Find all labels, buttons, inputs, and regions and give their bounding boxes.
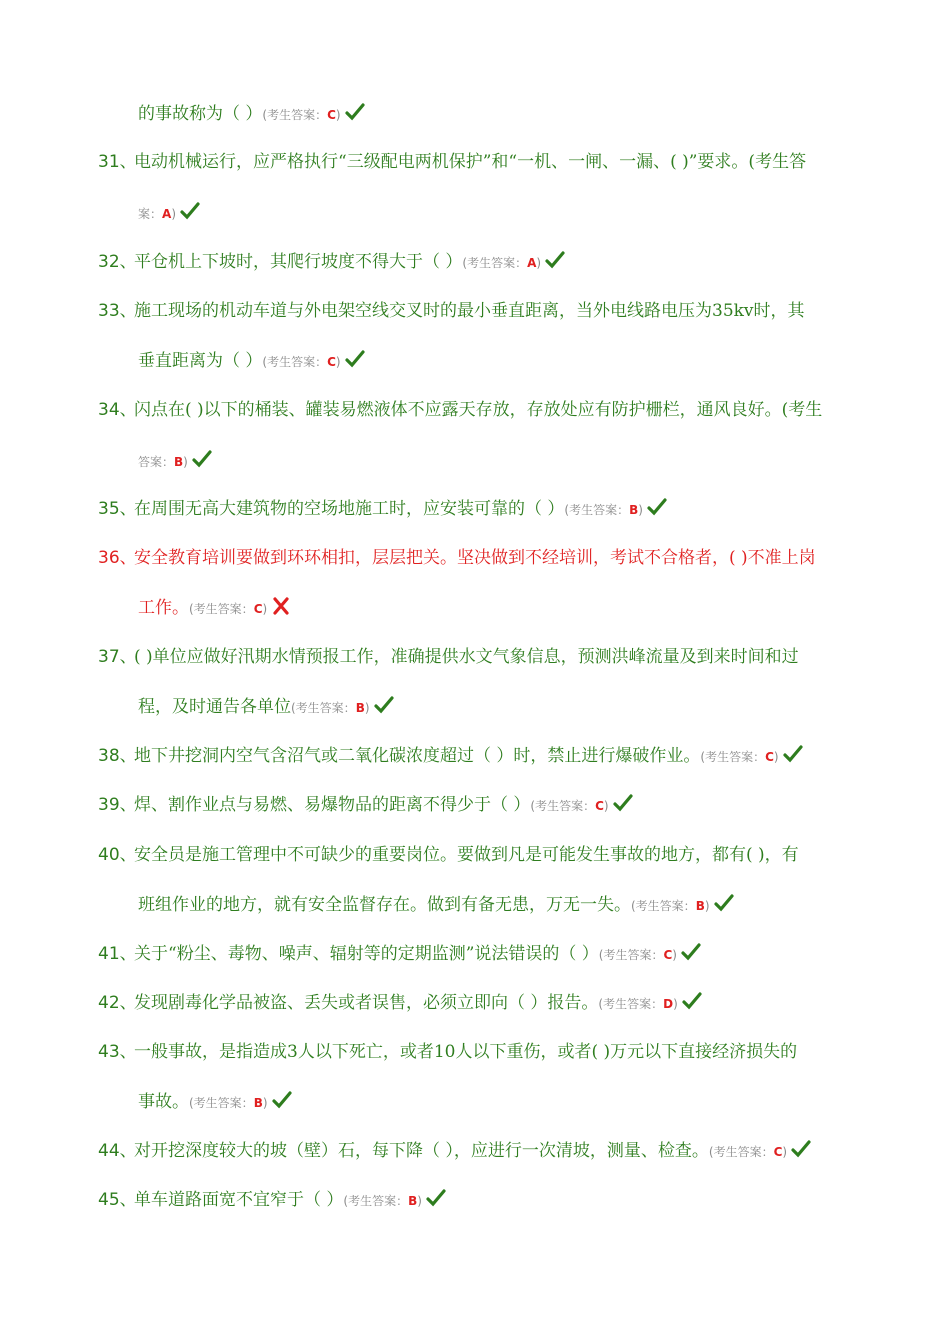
answer-letter: C <box>765 750 774 764</box>
answer-label: (考生答案：C) <box>262 108 341 122</box>
answer-label: (考生答案：B) <box>564 503 643 517</box>
question-text: 一般事故，是指造成3人以下死亡，或者10人以下重伤，或者( )万元以下直接经济损失的 <box>134 1042 798 1062</box>
answer-label: (考生答案：B) <box>189 1096 268 1110</box>
answer-label: (考生答案：D) <box>598 997 678 1011</box>
question-line <box>98 843 850 867</box>
answer-label: (考生答案：C) <box>189 602 268 616</box>
question-number: 39、 <box>98 795 137 815</box>
answer-letter: B <box>355 701 365 715</box>
answer-letter: B <box>174 455 184 469</box>
answer-letter: B <box>408 1194 418 1208</box>
question-text: 关于“粉尘、毒物、噪声、辐射等的定期监测”说法错误的（ ） <box>134 944 599 964</box>
check-icon <box>791 1139 811 1159</box>
question-number: 38、 <box>98 746 137 766</box>
question-number: 41、 <box>98 944 137 964</box>
question-line <box>138 201 850 226</box>
answer-label: (考生答案：C) <box>708 1145 788 1159</box>
question-line <box>98 1188 850 1213</box>
check-icon <box>545 250 565 270</box>
question-text: 发现剧毒化学品被盗、丢失或者误售，必须立即向（ ）报告。 <box>134 993 599 1013</box>
question-text: 垂直距离为（ ） <box>138 351 263 371</box>
answer-label: (考生答案：A) <box>462 256 542 270</box>
question-text: 对开挖深度较大的坡（壁）石，每下降（ ），应进行一次清坡，测量、检查。 <box>134 1141 709 1161</box>
question-number: 40、 <box>98 845 137 865</box>
question-number: 37、 <box>98 647 137 667</box>
question-number: 34、 <box>98 400 137 420</box>
check-icon <box>180 201 200 221</box>
question-text: 安全员是施工管理中不可缺少的重要岗位。要做到凡是可能发生事故的地方，都有( )，有 <box>134 845 799 865</box>
answer-letter: C <box>773 1145 783 1159</box>
check-icon <box>647 497 667 517</box>
answer-letter: A <box>162 207 172 221</box>
question-text: 事故。 <box>138 1092 189 1112</box>
check-icon <box>613 793 633 813</box>
question-number: 31、 <box>98 152 137 172</box>
question-line <box>98 991 850 1016</box>
question-text: 安全教育培训要做到环环相扣，层层把关。坚决做到不经培训，考试不合格者，( )不准上岗 <box>134 548 816 568</box>
answer-letter: A <box>527 256 537 270</box>
question-text: 单车道路面宽不宜窄于（ ） <box>134 1190 344 1210</box>
question-line <box>98 744 850 769</box>
check-icon <box>345 102 365 122</box>
question-line <box>138 695 850 720</box>
question-number: 44、 <box>98 1141 137 1161</box>
answer-letter: C <box>327 355 336 369</box>
answer-label: A) <box>162 207 176 221</box>
question-number: 36、 <box>98 548 137 568</box>
question-line <box>138 893 850 918</box>
check-icon <box>272 1090 292 1110</box>
check-icon <box>345 349 365 369</box>
question-text: 施工现场的机动车道与外电架空线交叉时的最小垂直距离，当外电线路电压为35kv时，其 <box>134 301 805 321</box>
question-text: 答案： <box>138 455 175 469</box>
answer-label: (考生答案：B) <box>631 899 710 913</box>
check-icon <box>681 942 701 962</box>
question-line <box>98 150 850 174</box>
question-number: 45、 <box>98 1190 137 1210</box>
question-line <box>98 250 850 275</box>
answer-label: (考生答案：C) <box>700 750 779 764</box>
question-line <box>138 349 850 374</box>
answer-letter: C <box>253 602 263 616</box>
check-icon <box>374 695 394 715</box>
question-line <box>98 942 850 967</box>
question-text: 在周围无高大建筑物的空场地施工时，应安装可靠的（ ） <box>134 499 565 519</box>
question-line <box>98 1040 850 1064</box>
question-text: ( )单位应做好汛期水情预报工作，准确提供水文气象信息，预测洪峰流量及到来时间和过 <box>134 647 799 667</box>
check-icon <box>783 744 803 764</box>
question-line <box>98 1139 850 1164</box>
check-icon <box>714 893 734 913</box>
question-line <box>98 546 850 570</box>
answer-letter: B <box>253 1096 263 1110</box>
question-text: 地下井挖洞内空气含沼气或二氧化碳浓度超过（ ）时，禁止进行爆破作业。 <box>134 746 701 766</box>
question-line <box>98 299 850 323</box>
question-number: 32、 <box>98 252 137 272</box>
check-icon <box>426 1188 446 1208</box>
question-number: 33、 <box>98 301 137 321</box>
question-text: 工作。 <box>138 598 189 618</box>
question-text: 程，及时通告各单位 <box>138 697 291 717</box>
question-number: 42、 <box>98 993 137 1013</box>
answer-letter: B <box>695 899 705 913</box>
answer-label: (考生答案：B) <box>291 701 370 715</box>
question-line <box>98 645 850 669</box>
cross-icon <box>271 596 291 616</box>
answer-label: (考生答案：C) <box>530 799 609 813</box>
answer-label: (考生答案：B) <box>343 1194 422 1208</box>
question-line <box>98 497 850 522</box>
answer-letter: D <box>663 997 674 1011</box>
check-icon <box>192 449 212 469</box>
answer-label: B) <box>174 455 188 469</box>
answer-letter: C <box>663 948 673 962</box>
answer-letter: C <box>595 799 604 813</box>
check-icon <box>682 991 702 1011</box>
question-text: 班组作业的地方，就有安全监督存在。做到有备无患，万无一失。 <box>138 895 631 915</box>
question-text: 平仓机上下坡时，其爬行坡度不得大于（ ） <box>134 252 463 272</box>
question-line <box>138 596 850 621</box>
answer-letter: C <box>327 108 336 122</box>
question-number: 35、 <box>98 499 137 519</box>
question-text: 焊、割作业点与易燃、易爆物品的距离不得少于（ ） <box>134 795 531 815</box>
question-text: 的事故称为（ ） <box>138 104 263 124</box>
question-line <box>138 102 850 127</box>
question-line <box>98 793 850 818</box>
question-text: 电动机械运行，应严格执行“三级配电两机保护”和“一机、一闸、一漏、( )”要求。(考生答 <box>134 152 807 172</box>
answer-letter: B <box>629 503 639 517</box>
question-text: 案： <box>138 207 163 221</box>
question-number: 43、 <box>98 1042 137 1062</box>
answer-label: (考生答案：C) <box>598 948 677 962</box>
question-text: 闪点在( )以下的桶装、罐装易燃液体不应露天存放，存放处应有防护栅栏，通风良好。(考生 <box>134 400 823 420</box>
answer-label: (考生答案：C) <box>262 355 341 369</box>
question-line <box>98 398 850 422</box>
question-line <box>138 1090 850 1115</box>
question-line <box>138 449 850 474</box>
